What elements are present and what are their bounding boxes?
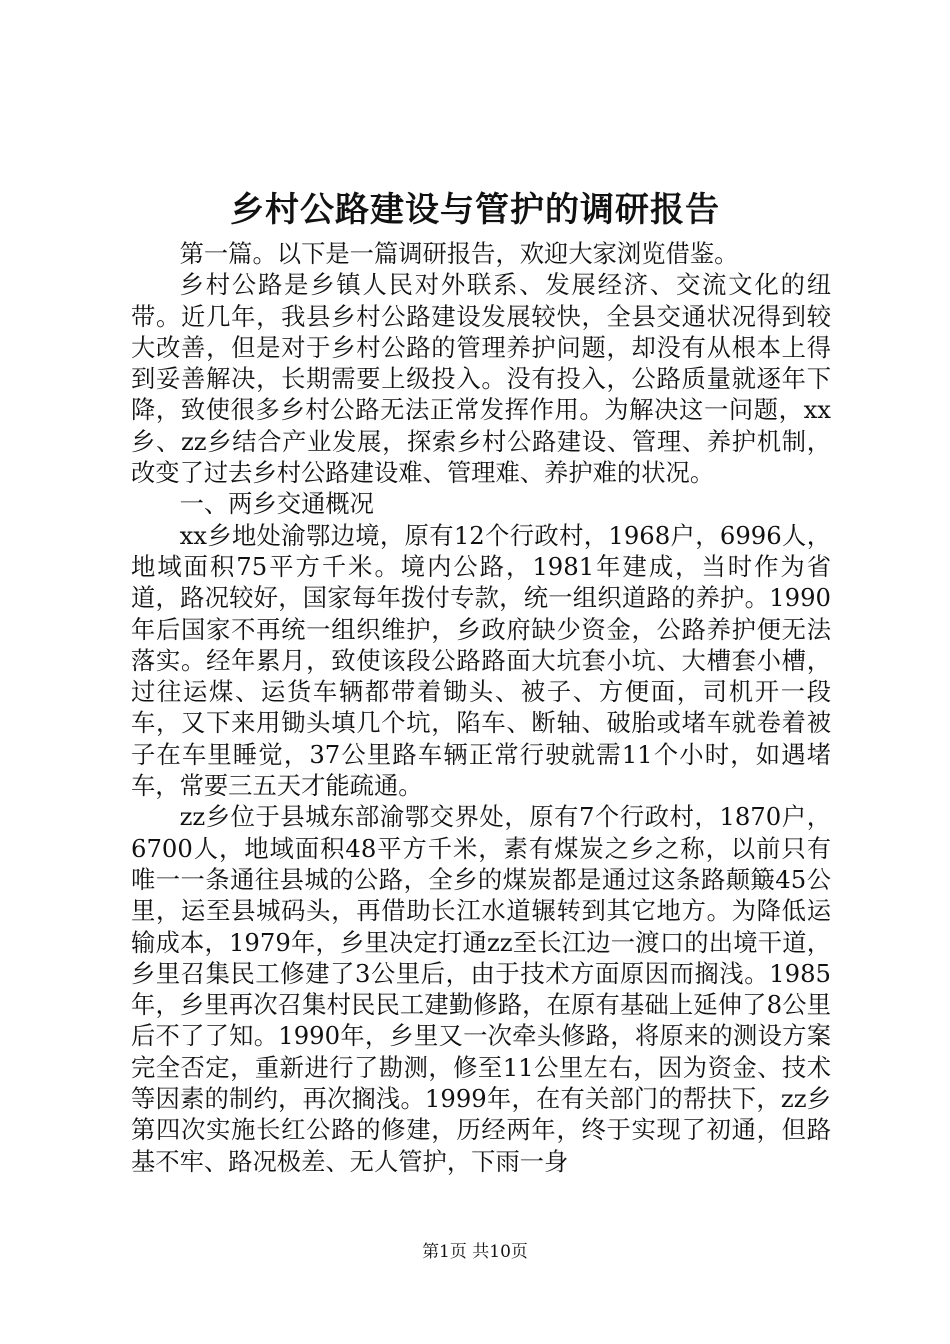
paragraph-intro: 第一篇。以下是一篇调研报告，欢迎大家浏览借鉴。 xyxy=(179,239,739,268)
page-title: 乡村公路建设与管护的调研报告 xyxy=(230,190,720,230)
page-footer: 第1页 共10页 xyxy=(422,1242,528,1262)
section-heading: 一、两乡交通概况 xyxy=(179,489,374,519)
paragraph-xx-township: xx乡地处渝鄂边境，原有12个行政村，1968户，6996人，地域面积75平方千米。境内公路，1981年建成，当时作为省道，路况较好，国家每年拨付专款，统一组织道路的养护。1990年后国家不再统一组织维护，乡政府缺少资金，公路养护便无法落实。经年累月，致使该段公路路面大坑套小坑、大槽套小槽，过往运煤、运货车辆都带着锄头、被子、方便面，司机开一段车，又下来用锄头填几个坑，陷车、断轴、破胎或堵车就卷着被子在车里睡觉，37公里路车辆正常行驶就需11个小时，如遇堵车，常要三五天才能疏通。 xyxy=(131,520,831,801)
document-body xyxy=(131,238,831,1177)
paragraph-zz-township: zz乡位于县城东部渝鄂交界处，原有7个行政村，1870户，6700人，地域面积48平方千米，素有煤炭之乡之称，以前只有唯一一条通往县城的公路，全乡的煤炭都是通过这条路颠簸45公里，运至县城码头，再借助长江水道辗转到其它地方。为降低运输成本，1979年，乡里决定打通zz至长江边一渡口的出境干道，乡里召集民工修建了3公里后，由于技术方面原因而搁浅。1985年，乡里再次召集村民民工建勤修路，在原有基础上延伸了8公里后不了了知。1990年，乡里又一次牵头修路，将原来的测设方案完全否定，重新进行了勘测，修至11公里左右，因为资金、技术等因素的制约，再次搁浅。1999年，在有关部门的帮扶下，zz乡第四次实施长红公路的修建，历经两年，终于实现了初通，但路基不牢、路况极差、无人管护，下雨一身 xyxy=(131,802,831,1176)
paragraph-background: 乡村公路是乡镇人民对外联系、发展经济、交流文化的纽带。近几年，我县乡村公路建设发展较快，全县交通状况得到较大改善，但是对于乡村公路的管理养护问题，却没有从根本上得到妥善解决，长期需要上级投入。没有投入，公路质量就逐年下降，致使很多乡村公路无法正常发挥作用。为解决这一问题，xx乡、zz乡结合产业发展，探索乡村公路建设、管理、养护机制，改变了过去乡村公路建设难、管理难、养护难的状况。 xyxy=(131,270,831,488)
